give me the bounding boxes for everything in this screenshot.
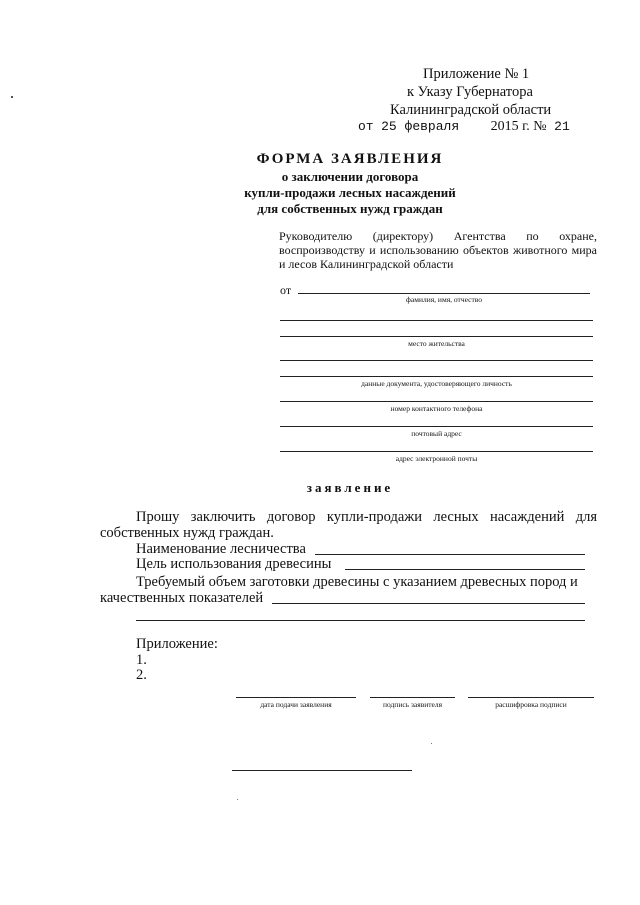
annex-date-value: 25 февраля (381, 119, 460, 134)
date-field-line[interactable] (236, 697, 356, 698)
decode-field-line[interactable] (468, 697, 594, 698)
email-caption: адрес электронной почты (395, 454, 478, 463)
attachment-item-1: 1. (136, 652, 147, 668)
volume-label-2: качественных показателей (100, 590, 264, 606)
email-field-line[interactable] (280, 451, 593, 452)
phone-caption: номер контактного телефона (390, 404, 483, 413)
volume-field-line-1[interactable] (272, 603, 585, 604)
signature-field-line[interactable] (370, 697, 455, 698)
form-subtitle-3: для собственных нужд граждан (257, 201, 443, 216)
postal-field-line[interactable] (280, 426, 593, 427)
volume-field-line-2[interactable] (136, 620, 585, 621)
form-subtitle-2: купли-продажи лесных насаждений (244, 185, 456, 200)
date-caption: дата подачи заявления (260, 700, 332, 709)
annex-number: 21 (554, 119, 570, 134)
residence-caption: место жительства (408, 339, 465, 348)
postal-caption: почтовый адрес (411, 429, 462, 438)
form-subtitle-1: о заключении договора (281, 169, 419, 184)
document-field-line-2[interactable] (280, 376, 593, 377)
name-field-line[interactable] (298, 293, 590, 294)
purpose-field-line[interactable] (345, 569, 585, 570)
annex-date-prefix: от (358, 119, 374, 134)
decode-caption: расшифровка подписи (495, 700, 567, 709)
residence-field-line-1[interactable] (280, 320, 593, 321)
attachments-label: Приложение: (136, 636, 218, 652)
purpose-label: Цель использования древесины (136, 556, 332, 572)
annex-date-line (358, 119, 570, 135)
annex-line-3: Калининградской области (390, 102, 552, 118)
volume-label-1: Требуемый объем заготовки древесины с указанием древесных пород и (136, 574, 578, 590)
statement-heading: заявление (306, 480, 394, 495)
scan-speck (237, 799, 238, 800)
scan-speck (431, 743, 432, 744)
annex-line-2: к Указу Губернатора (407, 84, 533, 100)
from-label: от (280, 283, 292, 297)
document-caption: данные документа, удостоверяющего личность (361, 379, 512, 388)
bottom-separator-line (232, 770, 412, 771)
scan-speck (11, 96, 13, 98)
attachment-item-2: 2. (136, 667, 147, 683)
signature-caption: подпись заявителя (382, 700, 443, 709)
statement-body: Прошу заключить договор купли-продажи лесных насаждений для собственных нужд граждан. (100, 509, 597, 541)
phone-field-line[interactable] (280, 401, 593, 402)
forestry-field-line[interactable] (315, 554, 585, 555)
form-title: ФОРМА ЗАЯВЛЕНИЯ (256, 151, 444, 167)
annex-line-1: Приложение № 1 (423, 66, 530, 82)
residence-field-line-2[interactable] (280, 336, 593, 337)
name-caption: фамилия, имя, отчество (406, 295, 482, 304)
addressee-text: Руководителю (директору) Агентства по охране, воспроизводству и использованию объектов животного мира и лесов Калининградской области (279, 229, 597, 271)
forestry-label: Наименование лесничества (136, 541, 306, 557)
document-field-line-1[interactable] (280, 360, 593, 361)
annex-year: 2015 г. № (490, 119, 547, 134)
